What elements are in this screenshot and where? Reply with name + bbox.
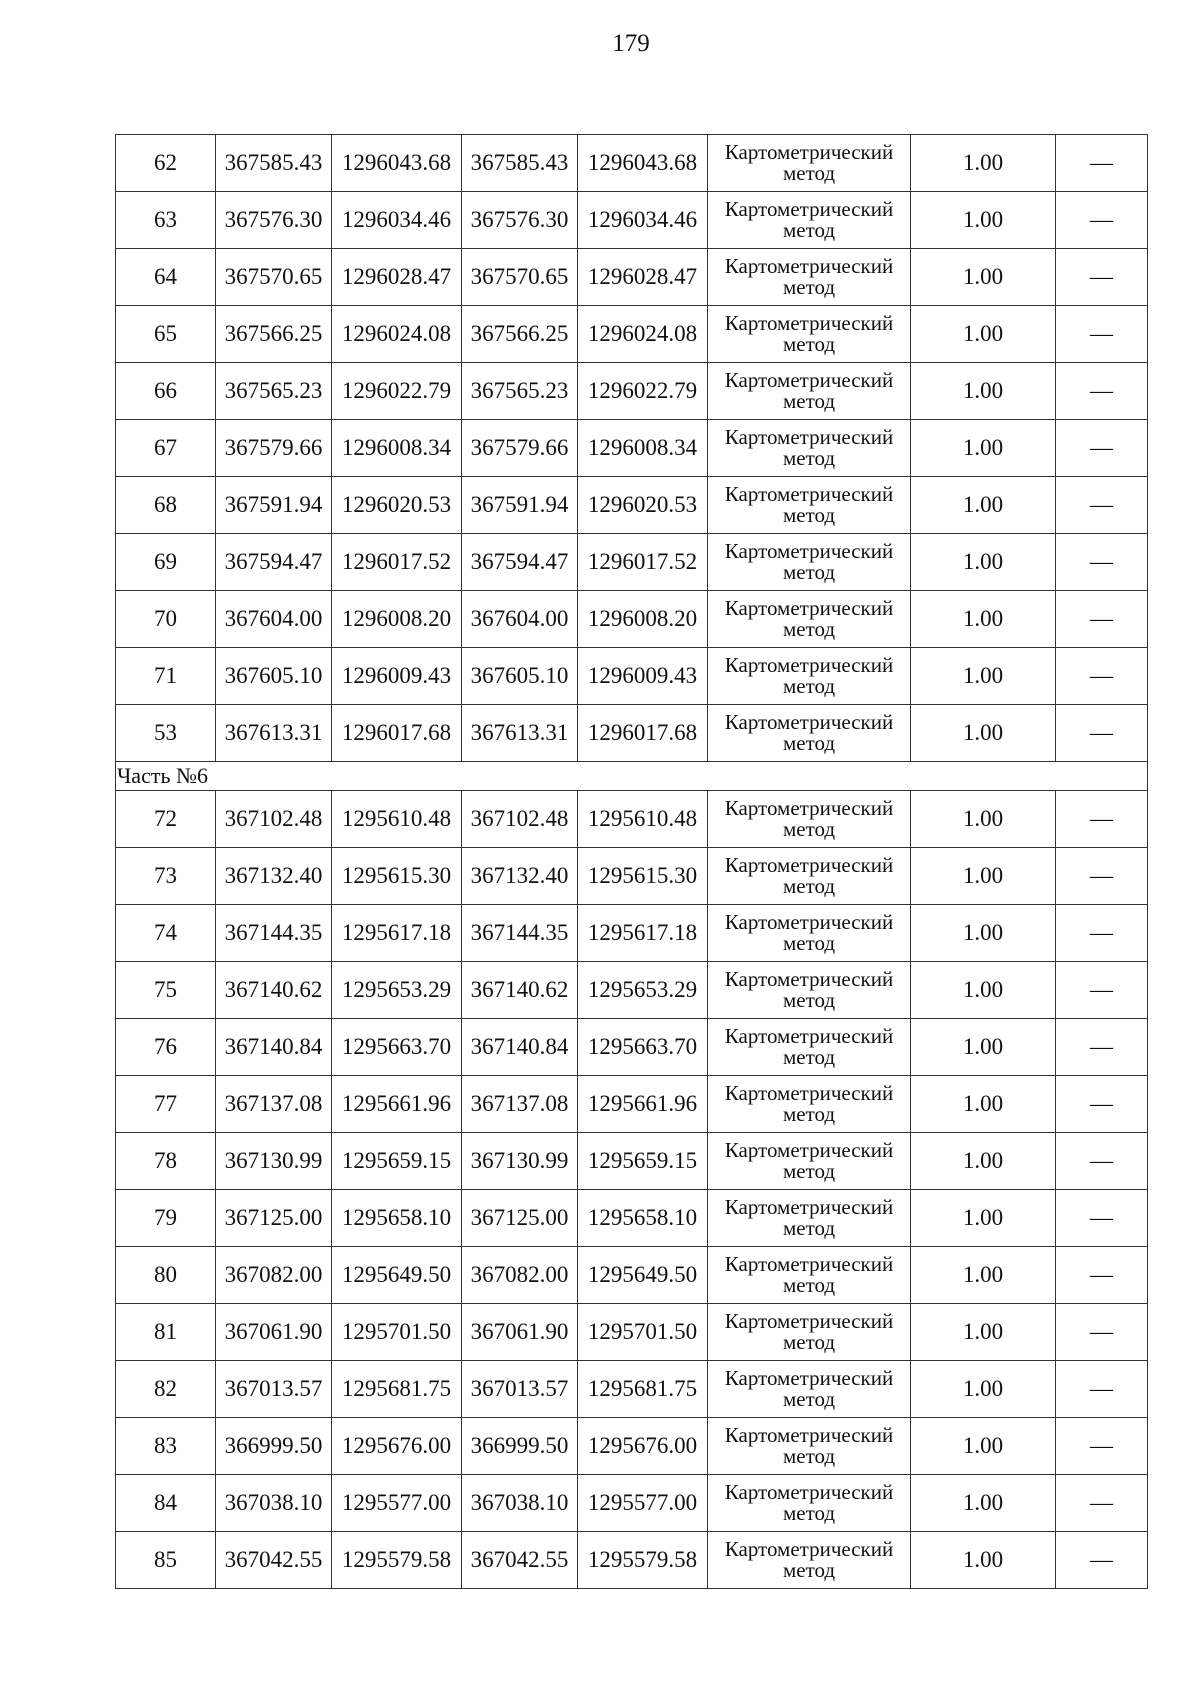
x-coordinate-2: 367102.48 [462, 791, 578, 848]
method-cell [708, 1475, 911, 1532]
point-number: 78 [116, 1133, 216, 1190]
method-line-2: метод [782, 617, 836, 641]
method-cell [708, 791, 911, 848]
method-line-1: Картометрический [724, 710, 894, 734]
method-cell [708, 1019, 911, 1076]
precision-value: 1.00 [911, 192, 1056, 249]
method-line-1: Картометрический [724, 311, 894, 335]
table-row [116, 1418, 1148, 1475]
x-coordinate-2: 367144.35 [462, 905, 578, 962]
precision-value: 1.00 [911, 791, 1056, 848]
y-coordinate: 1295701.50 [332, 1304, 462, 1361]
table-row [116, 420, 1148, 477]
method-line-1: Картометрический [724, 853, 894, 877]
table-body-part-5 [116, 135, 1148, 762]
y-coordinate-2: 1295663.70 [578, 1019, 708, 1076]
method-line-1: Картометрический [724, 1423, 894, 1447]
y-coordinate-2: 1296034.46 [578, 192, 708, 249]
x-coordinate-2: 367576.30 [462, 192, 578, 249]
point-number: 83 [116, 1418, 216, 1475]
y-coordinate: 1295661.96 [332, 1076, 462, 1133]
method-cell [708, 1304, 911, 1361]
point-number: 76 [116, 1019, 216, 1076]
y-coordinate: 1296008.34 [332, 420, 462, 477]
method-line-1: Картометрический [724, 539, 894, 563]
dash-cell: — [1056, 1475, 1148, 1532]
y-coordinate-2: 1296009.43 [578, 648, 708, 705]
table-row [116, 1475, 1148, 1532]
precision-value: 1.00 [911, 1076, 1056, 1133]
method-line-1: Картометрический [724, 254, 894, 278]
method-line-2: метод [782, 674, 836, 698]
method-cell [708, 135, 911, 192]
table-row [116, 648, 1148, 705]
x-coordinate: 367102.48 [216, 791, 332, 848]
dash-cell: — [1056, 534, 1148, 591]
dash-cell: — [1056, 192, 1148, 249]
method-line-2: метод [782, 817, 836, 841]
x-coordinate-2: 367613.31 [462, 705, 578, 762]
point-number: 73 [116, 848, 216, 905]
x-coordinate: 367140.62 [216, 962, 332, 1019]
x-coordinate-2: 367604.00 [462, 591, 578, 648]
dash-cell: — [1056, 363, 1148, 420]
x-coordinate-2: 367140.84 [462, 1019, 578, 1076]
point-number: 62 [116, 135, 216, 192]
x-coordinate-2: 367585.43 [462, 135, 578, 192]
method-cell [708, 1532, 911, 1589]
y-coordinate: 1295659.15 [332, 1133, 462, 1190]
method-line-1: Картометрический [724, 1081, 894, 1105]
method-line-1: Картометрический [724, 1024, 894, 1048]
method-line-2: метод [782, 931, 836, 955]
y-coordinate-2: 1295579.58 [578, 1532, 708, 1589]
method-line-2: метод [782, 161, 836, 185]
method-line-1: Картометрический [724, 368, 894, 392]
y-coordinate-2: 1295649.50 [578, 1247, 708, 1304]
method-cell [708, 249, 911, 306]
method-line-1: Картометрический [724, 910, 894, 934]
y-coordinate: 1296043.68 [332, 135, 462, 192]
point-number: 74 [116, 905, 216, 962]
point-number: 68 [116, 477, 216, 534]
method-cell [708, 1247, 911, 1304]
method-cell [708, 1190, 911, 1247]
x-coordinate: 367594.47 [216, 534, 332, 591]
dash-cell: — [1056, 420, 1148, 477]
precision-value: 1.00 [911, 848, 1056, 905]
precision-value: 1.00 [911, 306, 1056, 363]
y-coordinate: 1295663.70 [332, 1019, 462, 1076]
point-number: 80 [116, 1247, 216, 1304]
dash-cell: — [1056, 1076, 1148, 1133]
x-coordinate: 367140.84 [216, 1019, 332, 1076]
x-coordinate: 367576.30 [216, 192, 332, 249]
x-coordinate-2: 367042.55 [462, 1532, 578, 1589]
method-line-1: Картометрический [724, 796, 894, 820]
x-coordinate-2: 366999.50 [462, 1418, 578, 1475]
x-coordinate: 367137.08 [216, 1076, 332, 1133]
precision-value: 1.00 [911, 905, 1056, 962]
dash-cell: — [1056, 249, 1148, 306]
dash-cell: — [1056, 1019, 1148, 1076]
method-line-2: метод [782, 1273, 836, 1297]
method-line-2: метод [782, 1102, 836, 1126]
section-label: Часть №6 [116, 762, 1148, 791]
table-row [116, 249, 1148, 306]
method-line-2: метод [782, 275, 836, 299]
dash-cell: — [1056, 905, 1148, 962]
method-cell [708, 477, 911, 534]
method-line-1: Картометрический [724, 1480, 894, 1504]
point-number: 72 [116, 791, 216, 848]
x-coordinate-2: 367591.94 [462, 477, 578, 534]
y-coordinate-2: 1296022.79 [578, 363, 708, 420]
y-coordinate: 1296008.20 [332, 591, 462, 648]
method-line-2: метод [782, 332, 836, 356]
method-line-2: метод [782, 874, 836, 898]
y-coordinate-2: 1296024.08 [578, 306, 708, 363]
y-coordinate: 1295681.75 [332, 1361, 462, 1418]
x-coordinate: 367565.23 [216, 363, 332, 420]
x-coordinate-2: 367140.62 [462, 962, 578, 1019]
y-coordinate: 1296020.53 [332, 477, 462, 534]
method-line-1: Картометрический [724, 140, 894, 164]
x-coordinate-2: 367038.10 [462, 1475, 578, 1532]
y-coordinate-2: 1295681.75 [578, 1361, 708, 1418]
table-row [116, 1247, 1148, 1304]
precision-value: 1.00 [911, 1019, 1056, 1076]
table-row [116, 1304, 1148, 1361]
x-coordinate: 366999.50 [216, 1418, 332, 1475]
x-coordinate: 367604.00 [216, 591, 332, 648]
point-number: 77 [116, 1076, 216, 1133]
method-line-2: метод [782, 1159, 836, 1183]
x-coordinate: 367082.00 [216, 1247, 332, 1304]
precision-value: 1.00 [911, 477, 1056, 534]
y-coordinate-2: 1295659.15 [578, 1133, 708, 1190]
dash-cell: — [1056, 1190, 1148, 1247]
point-number: 81 [116, 1304, 216, 1361]
x-coordinate: 367038.10 [216, 1475, 332, 1532]
method-cell [708, 848, 911, 905]
dash-cell: — [1056, 1418, 1148, 1475]
table-row [116, 705, 1148, 762]
y-coordinate-2: 1295577.00 [578, 1475, 708, 1532]
x-coordinate: 367605.10 [216, 648, 332, 705]
y-coordinate-2: 1295676.00 [578, 1418, 708, 1475]
method-line-1: Картометрический [724, 653, 894, 677]
method-cell [708, 962, 911, 1019]
method-cell [708, 591, 911, 648]
precision-value: 1.00 [911, 420, 1056, 477]
dash-cell: — [1056, 591, 1148, 648]
method-line-2: метод [782, 1558, 836, 1582]
y-coordinate-2: 1296028.47 [578, 249, 708, 306]
method-line-2: метод [782, 1387, 836, 1411]
method-line-1: Картометрический [724, 1366, 894, 1390]
x-coordinate: 367061.90 [216, 1304, 332, 1361]
table-row [116, 477, 1148, 534]
x-coordinate: 367613.31 [216, 705, 332, 762]
x-coordinate: 367013.57 [216, 1361, 332, 1418]
precision-value: 1.00 [911, 591, 1056, 648]
precision-value: 1.00 [911, 1133, 1056, 1190]
x-coordinate-2: 367566.25 [462, 306, 578, 363]
method-cell [708, 905, 911, 962]
point-number: 75 [116, 962, 216, 1019]
dash-cell: — [1056, 705, 1148, 762]
x-coordinate: 367570.65 [216, 249, 332, 306]
point-number: 71 [116, 648, 216, 705]
method-line-2: метод [782, 446, 836, 470]
y-coordinate: 1295615.30 [332, 848, 462, 905]
dash-cell: — [1056, 306, 1148, 363]
method-line-1: Картометрический [724, 1195, 894, 1219]
y-coordinate-2: 1296017.52 [578, 534, 708, 591]
table-row [116, 1076, 1148, 1133]
table-row [116, 1361, 1148, 1418]
method-cell [708, 192, 911, 249]
table-row [116, 791, 1148, 848]
method-line-2: метод [782, 389, 836, 413]
y-coordinate-2: 1296008.34 [578, 420, 708, 477]
x-coordinate-2: 367137.08 [462, 1076, 578, 1133]
dash-cell: — [1056, 1361, 1148, 1418]
method-line-1: Картометрический [724, 425, 894, 449]
table-row [116, 306, 1148, 363]
precision-value: 1.00 [911, 363, 1056, 420]
precision-value: 1.00 [911, 1304, 1056, 1361]
x-coordinate: 367125.00 [216, 1190, 332, 1247]
x-coordinate-2: 367130.99 [462, 1133, 578, 1190]
method-line-1: Картометрический [724, 1309, 894, 1333]
dash-cell: — [1056, 1247, 1148, 1304]
y-coordinate-2: 1295653.29 [578, 962, 708, 1019]
method-cell [708, 1133, 911, 1190]
dash-cell: — [1056, 1304, 1148, 1361]
method-line-1: Картометрический [724, 1138, 894, 1162]
x-coordinate: 367042.55 [216, 1532, 332, 1589]
table-row [116, 1532, 1148, 1589]
method-cell [708, 306, 911, 363]
point-number: 53 [116, 705, 216, 762]
y-coordinate-2: 1295658.10 [578, 1190, 708, 1247]
y-coordinate-2: 1296043.68 [578, 135, 708, 192]
y-coordinate: 1295577.00 [332, 1475, 462, 1532]
table-section-header [116, 762, 1148, 791]
y-coordinate-2: 1296017.68 [578, 705, 708, 762]
method-cell [708, 648, 911, 705]
precision-value: 1.00 [911, 1247, 1056, 1304]
y-coordinate: 1296017.68 [332, 705, 462, 762]
point-number: 79 [116, 1190, 216, 1247]
x-coordinate: 367130.99 [216, 1133, 332, 1190]
section-row [116, 762, 1148, 791]
method-line-1: Картометрический [724, 1252, 894, 1276]
x-coordinate-2: 367061.90 [462, 1304, 578, 1361]
x-coordinate: 367132.40 [216, 848, 332, 905]
point-number: 84 [116, 1475, 216, 1532]
method-line-2: метод [782, 1216, 836, 1240]
table-row [116, 591, 1148, 648]
table-row [116, 905, 1148, 962]
dash-cell: — [1056, 135, 1148, 192]
precision-value: 1.00 [911, 1475, 1056, 1532]
dash-cell: — [1056, 1532, 1148, 1589]
method-line-1: Картометрический [724, 967, 894, 991]
method-cell [708, 1418, 911, 1475]
method-cell [708, 1361, 911, 1418]
table-row [116, 848, 1148, 905]
y-coordinate-2: 1295661.96 [578, 1076, 708, 1133]
method-line-1: Картометрический [724, 1537, 894, 1561]
method-line-2: метод [782, 1330, 836, 1354]
x-coordinate-2: 367579.66 [462, 420, 578, 477]
table-row [116, 192, 1148, 249]
table-row [116, 1019, 1148, 1076]
precision-value: 1.00 [911, 135, 1056, 192]
precision-value: 1.00 [911, 1361, 1056, 1418]
dash-cell: — [1056, 1133, 1148, 1190]
y-coordinate: 1295610.48 [332, 791, 462, 848]
table-row [116, 962, 1148, 1019]
table-row [116, 1133, 1148, 1190]
precision-value: 1.00 [911, 534, 1056, 591]
method-line-2: метод [782, 503, 836, 527]
point-number: 67 [116, 420, 216, 477]
y-coordinate: 1295658.10 [332, 1190, 462, 1247]
method-line-2: метод [782, 1045, 836, 1069]
method-cell [708, 363, 911, 420]
method-line-2: метод [782, 731, 836, 755]
table-row [116, 1190, 1148, 1247]
dash-cell: — [1056, 791, 1148, 848]
y-coordinate: 1295579.58 [332, 1532, 462, 1589]
dash-cell: — [1056, 848, 1148, 905]
method-line-2: метод [782, 988, 836, 1012]
y-coordinate: 1295676.00 [332, 1418, 462, 1475]
method-line-2: метод [782, 560, 836, 584]
method-cell [708, 534, 911, 591]
x-coordinate-2: 367132.40 [462, 848, 578, 905]
precision-value: 1.00 [911, 249, 1056, 306]
y-coordinate-2: 1295617.18 [578, 905, 708, 962]
method-cell [708, 1076, 911, 1133]
point-number: 66 [116, 363, 216, 420]
x-coordinate: 367566.25 [216, 306, 332, 363]
method-line-2: метод [782, 1444, 836, 1468]
x-coordinate-2: 367013.57 [462, 1361, 578, 1418]
point-number: 69 [116, 534, 216, 591]
x-coordinate-2: 367605.10 [462, 648, 578, 705]
y-coordinate: 1295653.29 [332, 962, 462, 1019]
y-coordinate-2: 1296020.53 [578, 477, 708, 534]
x-coordinate: 367144.35 [216, 905, 332, 962]
y-coordinate-2: 1295610.48 [578, 791, 708, 848]
table-row [116, 363, 1148, 420]
method-line-1: Картометрический [724, 596, 894, 620]
table-body-part-6 [116, 791, 1148, 1589]
point-number: 63 [116, 192, 216, 249]
x-coordinate-2: 367570.65 [462, 249, 578, 306]
y-coordinate-2: 1295615.30 [578, 848, 708, 905]
dash-cell: — [1056, 477, 1148, 534]
y-coordinate: 1296024.08 [332, 306, 462, 363]
coordinates-table [115, 134, 1148, 1589]
precision-value: 1.00 [911, 962, 1056, 1019]
x-coordinate: 367579.66 [216, 420, 332, 477]
x-coordinate-2: 367594.47 [462, 534, 578, 591]
table-row [116, 135, 1148, 192]
x-coordinate: 367591.94 [216, 477, 332, 534]
precision-value: 1.00 [911, 1532, 1056, 1589]
x-coordinate-2: 367565.23 [462, 363, 578, 420]
page-number: 179 [612, 30, 650, 57]
x-coordinate-2: 367082.00 [462, 1247, 578, 1304]
y-coordinate: 1296017.52 [332, 534, 462, 591]
x-coordinate-2: 367125.00 [462, 1190, 578, 1247]
dash-cell: — [1056, 962, 1148, 1019]
method-line-1: Картометрический [724, 482, 894, 506]
point-number: 65 [116, 306, 216, 363]
point-number: 82 [116, 1361, 216, 1418]
method-cell [708, 705, 911, 762]
y-coordinate: 1296034.46 [332, 192, 462, 249]
method-line-1: Картометрический [724, 197, 894, 221]
method-line-2: метод [782, 1501, 836, 1525]
method-cell [708, 420, 911, 477]
y-coordinate-2: 1296008.20 [578, 591, 708, 648]
x-coordinate: 367585.43 [216, 135, 332, 192]
y-coordinate: 1295617.18 [332, 905, 462, 962]
precision-value: 1.00 [911, 705, 1056, 762]
y-coordinate-2: 1295701.50 [578, 1304, 708, 1361]
y-coordinate: 1296028.47 [332, 249, 462, 306]
precision-value: 1.00 [911, 648, 1056, 705]
point-number: 70 [116, 591, 216, 648]
method-line-2: метод [782, 218, 836, 242]
y-coordinate: 1296022.79 [332, 363, 462, 420]
table-row [116, 534, 1148, 591]
dash-cell: — [1056, 648, 1148, 705]
point-number: 85 [116, 1532, 216, 1589]
precision-value: 1.00 [911, 1418, 1056, 1475]
y-coordinate: 1295649.50 [332, 1247, 462, 1304]
precision-value: 1.00 [911, 1190, 1056, 1247]
point-number: 64 [116, 249, 216, 306]
y-coordinate: 1296009.43 [332, 648, 462, 705]
